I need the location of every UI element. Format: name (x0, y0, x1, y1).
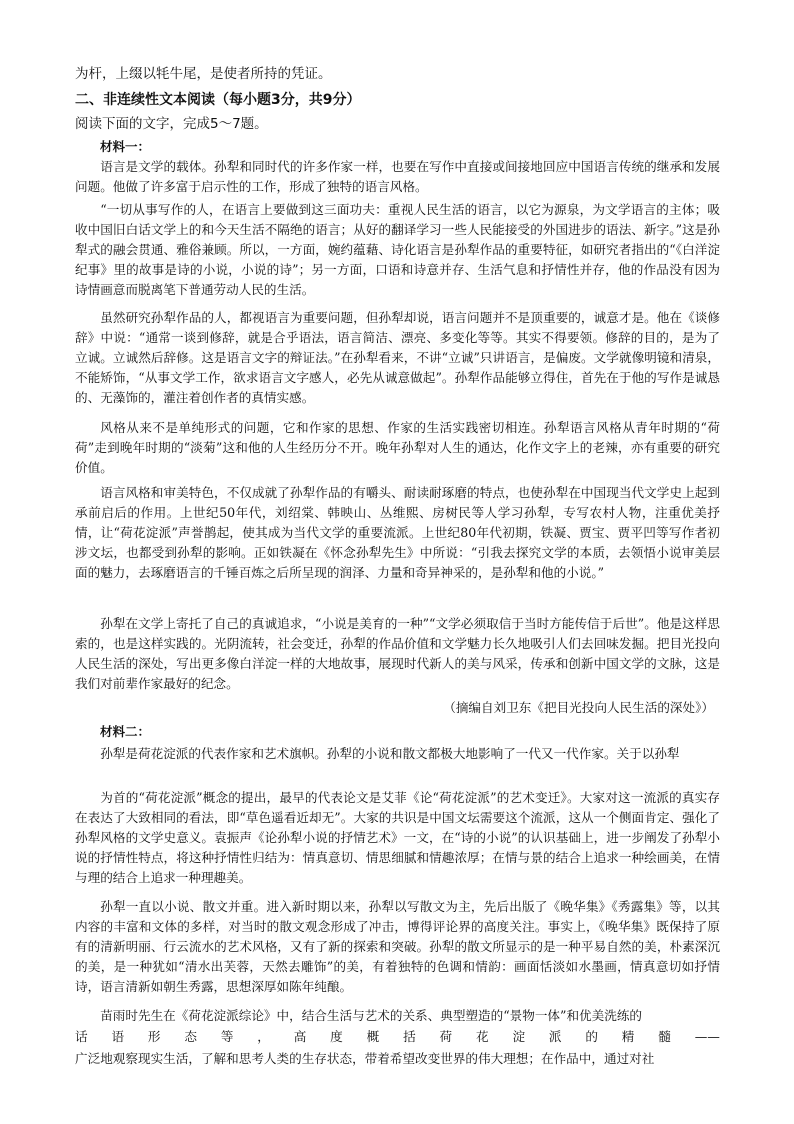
material1-source: （摘编自刘卫东《把目光投向人民生活的深处》） (443, 700, 714, 715)
spread-char: 等 (220, 1029, 234, 1044)
spread-char: 话 (75, 1029, 88, 1044)
spread-char: 概 (366, 1029, 380, 1044)
spread-char: 荷 (439, 1029, 453, 1044)
material1-paragraph-2: “一切从事写作的人，在语言上要做到这三面功夫：重视人民生活的语言，以它为源泉，为文学语言的主体；吸收中国旧白话文学上的和今天生活不隔绝的语言；从好的翻译学习一些人民能接受的外国进步的语法、新字。”这是孙犁式的融会贯通、雅俗兼顾。所以，一方面，婉约蕴藉、诗化语言是孙犁作品的重要特征，如研究者指出的“《白洋淀纪事》里的故事是诗的小说，小说的诗”；另一方面，口语和诗意并存、生活气息和抒情性并存，他的作品没有因为诗情画意而脱离笔下普通劳动人民的生活。 (75, 202, 720, 297)
material2-paragraph-3: 孙犁一直以小说、散文并重。进入新时期以来，孙犁以写散文为主，先后出版了《晚华集》《秀露集》等，以其内容的丰富和文体的多样，对当时的散文观念形成了冲击，博得评论界的高度关注。事实上，《晚华集》既保持了原有的清新明丽、行云流水的艺术风格，又有了新的探索和突破。孙犁的散文所显示的是一种平易自然的美，朴素深沉的美，是一种犹如“清水出芙蓉，天然去雕饰”的美，有着独特的色调和情韵：画面恬淡如水墨画，情真意切如抒情诗，语言清新如朝生秀露，思想深厚如陈年纯酿。 (75, 899, 720, 994)
spread-char: 语 (111, 1029, 125, 1044)
spread-char: 髓 (658, 1029, 671, 1044)
material2-paragraph-1: 孙犁是荷花淀派的代表作家和艺术旗帜。孙犁的小说和散文都极大地影响了一代又一代作家。关于以孙犁 (100, 746, 680, 761)
material1-paragraph-3: 虽然研究孙犁作品的人，都视语言为重要问题，但孙犁却说，语言问题并不是顶重要的，诚意才是。他在《谈修辞》中说：“通常一谈到修辞，就是合乎语法，语言简洁、漂亮、多变化等等。其实不得要领。修辞的目的，是为了立诚。立诚然后辞修。这是语言文字的辩证法。”在孙犁看来，不讲“立诚”只讲语言，是偏废。文学就像明镜和清泉，不能矫饰，“从事文学工作，欲求语言文字感人，必先从诚意做起”。孙犁作品能够立得住，首先在于他的写作是诚恳的、无藻饰的，灌注着创作者的真情实感。 (75, 310, 720, 405)
material2-paragraph-4-start: 苗雨时先生在《荷花淀派综论》中，结合生活与艺术的关系、典型塑造的“景物一体”和优美洗练的 (100, 1008, 643, 1023)
material1-paragraph-6: 孙犁在文学上寄托了自己的真诚追求，“小说是美育的一种”“文学必须取信于当时方能传信于后世”。他是这样思索的，也是这样实践的。光阴流转，社会变迁，孙犁的作品价值和文学魅力长久地吸引人们去回味发掘。把目光投向人民生活的深处，写出更多像白洋淀一样的大地故事，展现时代新人的美与风采，传承和创新中国文学的文脉，这是我们对前辈作家最好的纪念。 (75, 616, 720, 691)
material2-paragraph-4-end: 广泛地观察现实生活，了解和思考人类的生存状态，带着希望改变世界的伟大理想；在作品中，通过对社 (75, 1051, 655, 1066)
spread-char: ， (257, 1029, 270, 1044)
material1-label: 材料一： (100, 139, 151, 154)
material1-paragraph-1: 语言是文学的载体。孙犁和同时代的许多作家一样，也要在写作中直接或间接地回应中国语言传统的继承和发展问题。他做了许多富于启示性的工作，形成了独特的语言风格。 (75, 159, 720, 194)
spread-char: 度 (330, 1029, 343, 1044)
spread-char: 括 (403, 1029, 416, 1044)
section-heading: 二、非连续性文本阅读（每小题3分，共9分） (75, 92, 361, 108)
spread-char: 的 (585, 1029, 598, 1044)
material1-paragraph-4: 风格从来不是单纯形式的问题，它和作家的思想、作家的生活实践密切相连。孙犁语言风格从青年时期的“荷荷”走到晚年时期的“淡菊”这和他的人生经历分不开。晚年孙犁对人生的通达，化作文字上的老辣，亦有重要的研究价值。 (75, 420, 720, 475)
spread-char: 花 (475, 1029, 489, 1044)
material1-paragraph-5: 语言风格和审美特色，不仅成就了孙犁作品的有嚼头、耐读耐琢磨的特点，也使孙犁在中国现当代文学史上起到承前启后的作用。上世纪50年代，刘绍棠、韩映山、丛维熙、房树民等人学习孙犁，专写农村人物，注重优美抒情，让“荷花淀派”声誉鹊起，使其成为当代文学的重要流派。上世纪80年代初期，铁凝、贾宝、贾平凹等写作者初涉文坛，也都受到孙犁的影响。正如铁凝在《怀念孙犁先生》中所说：“引我去探究文学的本质，去领悟小说审美层面的魅力，去琢磨语言的千锤百炼之后所呈现的润泽、力量和奇异神采的，是孙犁和他的小说。” (75, 485, 720, 580)
spread-char: —— (694, 1029, 720, 1044)
spread-char: 淀 (512, 1029, 526, 1044)
spread-char: 精 (621, 1029, 635, 1044)
instruction-text: 阅读下面的文字，完成5～7题。 (75, 116, 268, 132)
spread-char: 态 (184, 1029, 197, 1044)
material2-label: 材料二： (100, 724, 151, 739)
material2-spread-line (75, 1027, 720, 1047)
intro-line: 为杆，上缀以牦牛尾，是使者所持的凭证。 (75, 66, 332, 82)
spread-char: 派 (548, 1029, 562, 1044)
material2-paragraph-2: 为首的“荷花淀派”概念的提出，最早的代表论文是艾菲《论“荷花淀派”的艺术变迁》。大家对这一流派的真实存在表达了大致相同的看法，即“草色遥看近却无”。大家的共识是中国文坛需要这个流派，这从一个侧面肯定、强化了孙犁风格的文学史意义。袁振声《论孙犁小说的抒情艺术》一文，在“诗的小说”的认识基础上，进一步阐发了孙犁小说的抒情性特点，将这种抒情性归结为：情真意切、情思细腻和情趣浓厚；在情与景的结合上追求一种绘画美，在情与理的结合上追求一种理趣美。 (75, 790, 720, 885)
spread-char: 形 (147, 1029, 161, 1044)
spread-char: 高 (293, 1029, 307, 1044)
